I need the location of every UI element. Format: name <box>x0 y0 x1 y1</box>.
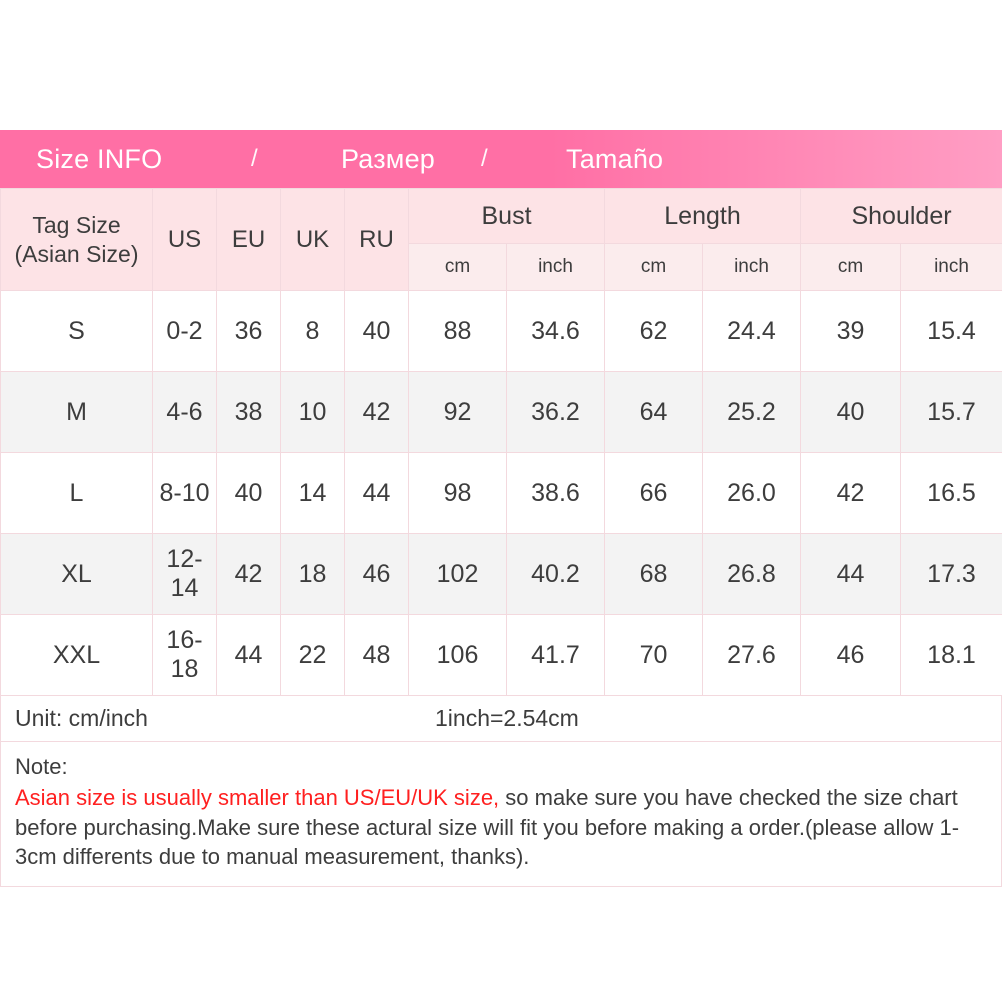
cell-length-cm: 66 <box>605 453 703 534</box>
cell-bust-inch: 36.2 <box>507 372 605 453</box>
header-uk: UK <box>281 189 345 291</box>
cell-length-cm: 68 <box>605 534 703 615</box>
cell-length-inch: 26.0 <box>703 453 801 534</box>
header-shoulder-cm: cm <box>801 244 901 291</box>
cell-ru: 46 <box>345 534 409 615</box>
header-ru: RU <box>345 189 409 291</box>
cell-ru: 42 <box>345 372 409 453</box>
cell-shoulder-cm: 42 <box>801 453 901 534</box>
cell-uk: 14 <box>281 453 345 534</box>
cell-us: 0-2 <box>153 291 217 372</box>
header-bust-cm: cm <box>409 244 507 291</box>
cell-length-cm: 62 <box>605 291 703 372</box>
header-tag-size-line1: Tag Size <box>32 212 121 239</box>
cell-eu: 42 <box>217 534 281 615</box>
header-us: US <box>153 189 217 291</box>
table-row <box>1 372 1002 453</box>
title-separator-1: / <box>251 145 258 172</box>
header-length-cm: cm <box>605 244 703 291</box>
cell-us: 4-6 <box>153 372 217 453</box>
cell-eu: 36 <box>217 291 281 372</box>
cell-uk: 18 <box>281 534 345 615</box>
cell-tag: M <box>1 372 153 453</box>
title-separator-2: / <box>481 145 488 172</box>
table-row <box>1 615 1002 696</box>
cell-bust-cm: 98 <box>409 453 507 534</box>
cell-shoulder-cm: 44 <box>801 534 901 615</box>
cell-length-inch: 25.2 <box>703 372 801 453</box>
cell-eu: 38 <box>217 372 281 453</box>
title-label-en: Size INFO <box>36 143 163 174</box>
cell-ru: 44 <box>345 453 409 534</box>
title-label-es: Tamaño <box>566 143 664 174</box>
note-body-text: so make sure you have checked the size chart before purchasing.Make sure these actural size will fit you before making a order.(please allow 1-3cm differents due to manual measurement, thanks). <box>15 785 960 870</box>
cell-tag: L <box>1 453 153 534</box>
cell-shoulder-cm: 46 <box>801 615 901 696</box>
cell-shoulder-inch: 15.7 <box>901 372 1002 453</box>
cell-bust-inch: 34.6 <box>507 291 605 372</box>
note-label: Note: <box>15 754 68 779</box>
size-table-body <box>1 291 1002 696</box>
cell-bust-cm: 92 <box>409 372 507 453</box>
header-shoulder: Shoulder <box>801 189 1002 244</box>
cell-length-inch: 26.8 <box>703 534 801 615</box>
cell-uk: 10 <box>281 372 345 453</box>
cell-tag: XL <box>1 534 153 615</box>
size-chart <box>0 130 1002 887</box>
table-row <box>1 534 1002 615</box>
cell-tag: XXL <box>1 615 153 696</box>
cell-ru: 40 <box>345 291 409 372</box>
header-tag-size-line2: (Asian Size) <box>14 240 139 267</box>
cell-bust-inch: 38.6 <box>507 453 605 534</box>
note-block <box>0 742 1002 887</box>
cell-shoulder-cm: 39 <box>801 291 901 372</box>
header-length-inch: inch <box>703 244 801 291</box>
size-table-head <box>1 189 1002 291</box>
cell-us: 16-18 <box>153 615 217 696</box>
header-bust-inch: inch <box>507 244 605 291</box>
cell-us: 8-10 <box>153 453 217 534</box>
cell-bust-cm: 88 <box>409 291 507 372</box>
cell-ru: 48 <box>345 615 409 696</box>
size-info-title-bar <box>0 130 1002 188</box>
cell-shoulder-inch: 17.3 <box>901 534 1002 615</box>
cell-length-cm: 64 <box>605 372 703 453</box>
unit-label: Unit: cm/inch <box>15 705 148 731</box>
cell-length-inch: 27.6 <box>703 615 801 696</box>
cell-tag: S <box>1 291 153 372</box>
cell-eu: 40 <box>217 453 281 534</box>
cell-shoulder-inch: 18.1 <box>901 615 1002 696</box>
header-tag-size <box>1 189 153 291</box>
cell-shoulder-inch: 16.5 <box>901 453 1002 534</box>
cell-length-cm: 70 <box>605 615 703 696</box>
cell-bust-inch: 40.2 <box>507 534 605 615</box>
table-row <box>1 291 1002 372</box>
cell-bust-cm: 102 <box>409 534 507 615</box>
conversion-label: 1inch=2.54cm <box>435 705 579 731</box>
size-table <box>0 188 1002 696</box>
unit-row <box>0 696 1002 742</box>
cell-us: 12-14 <box>153 534 217 615</box>
table-row <box>1 453 1002 534</box>
title-label-ru: Размер <box>341 143 435 174</box>
header-length: Length <box>605 189 801 244</box>
header-bust: Bust <box>409 189 605 244</box>
cell-length-inch: 24.4 <box>703 291 801 372</box>
cell-shoulder-inch: 15.4 <box>901 291 1002 372</box>
cell-eu: 44 <box>217 615 281 696</box>
header-eu: EU <box>217 189 281 291</box>
note-warning-text: Asian size is usually smaller than US/EU/UK size, <box>15 785 500 811</box>
cell-shoulder-cm: 40 <box>801 372 901 453</box>
cell-uk: 8 <box>281 291 345 372</box>
cell-uk: 22 <box>281 615 345 696</box>
cell-bust-cm: 106 <box>409 615 507 696</box>
header-shoulder-inch: inch <box>901 244 1002 291</box>
cell-bust-inch: 41.7 <box>507 615 605 696</box>
